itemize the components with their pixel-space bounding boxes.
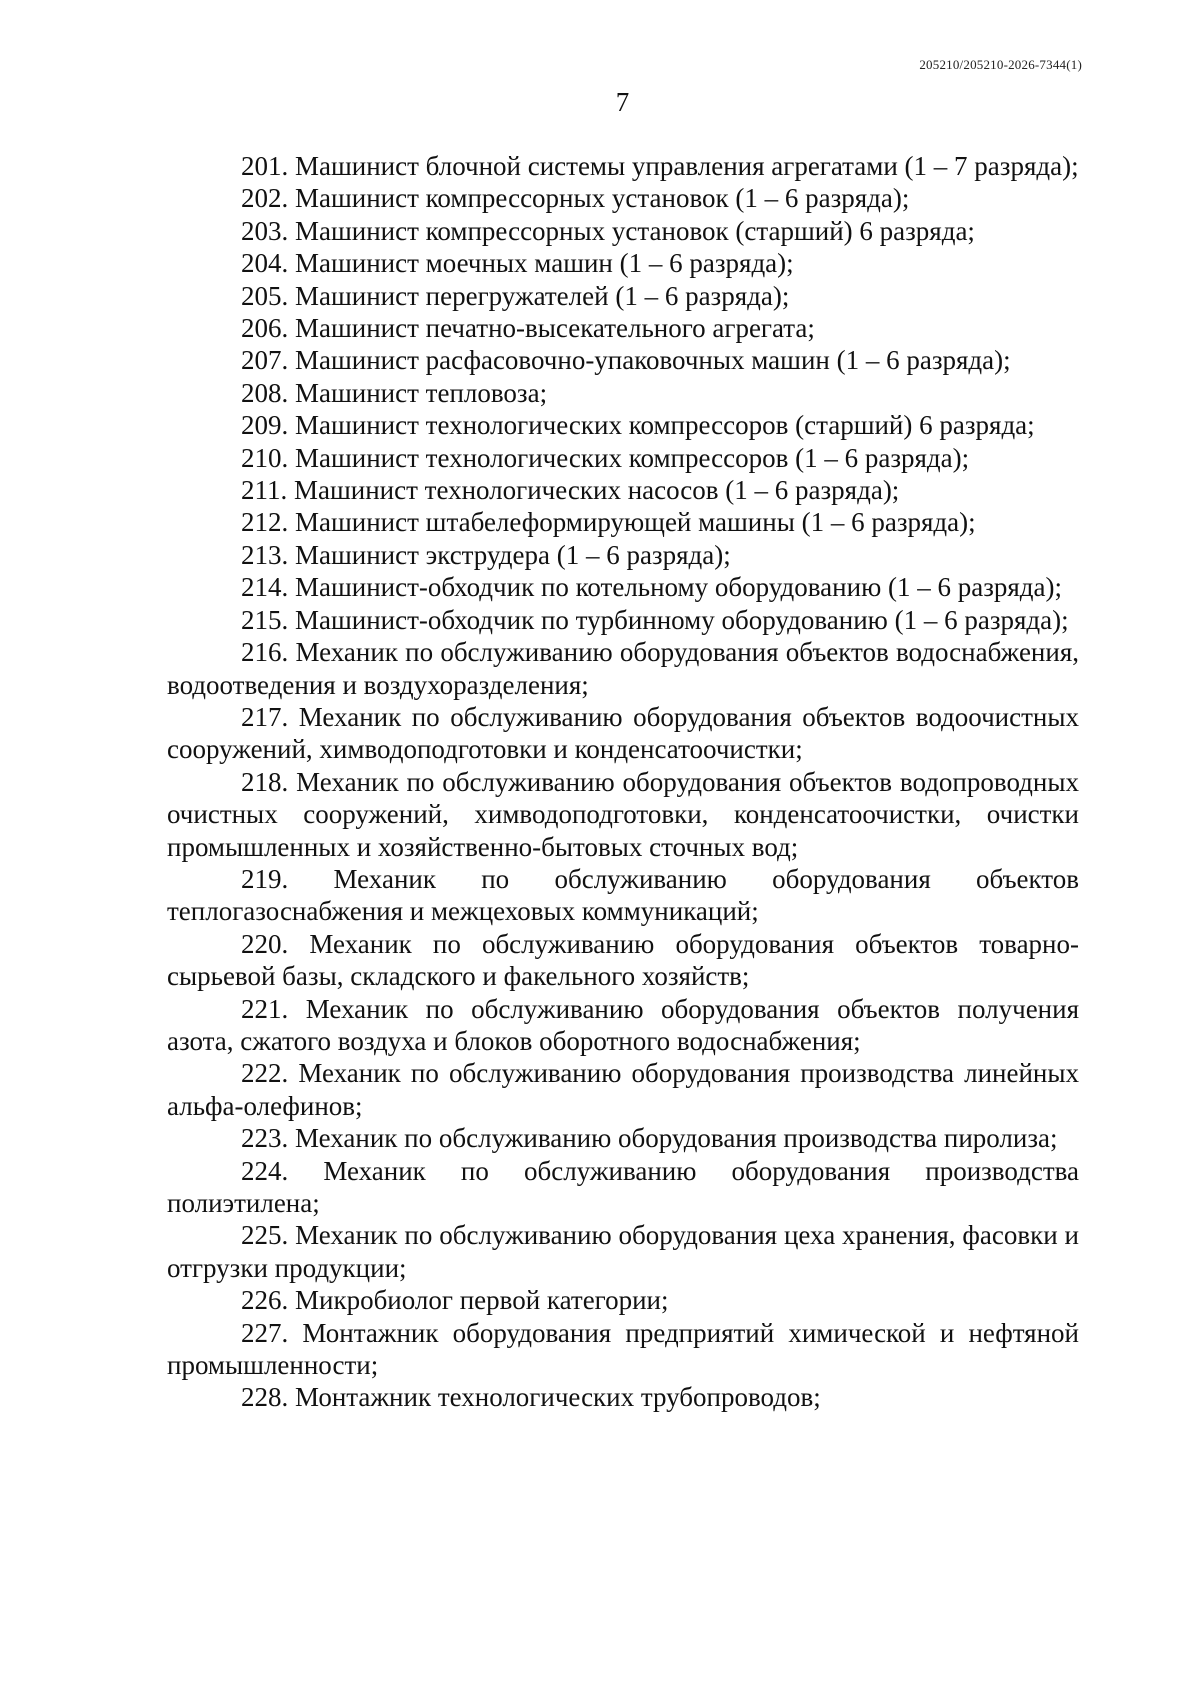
item-text: Машинист технологических компрессоров (1 – 6 разряда);: [295, 442, 970, 473]
item-number: 226.: [241, 1285, 289, 1316]
list-item: [167, 506, 1079, 538]
item-number: 219.: [241, 863, 289, 894]
item-number: 213.: [241, 539, 289, 570]
item-number: 217.: [241, 701, 289, 732]
item-number: 214.: [241, 572, 289, 603]
item-text: Механик по обслуживанию оборудования цеха хранения, фасовки и отгрузки продукции;: [167, 1220, 1079, 1283]
item-text: Машинист технологических компрессоров (старший) 6 разряда;: [295, 410, 1035, 441]
item-number: 209.: [241, 410, 289, 441]
item-number: 228.: [241, 1382, 289, 1413]
item-text: Машинист штабелеформирующей машины (1 – 6 разряда);: [295, 507, 976, 538]
list-item: [167, 409, 1079, 441]
item-number: 211.: [241, 475, 288, 506]
page-number: 7: [615, 87, 630, 117]
list-item: [167, 604, 1079, 636]
item-number: 201.: [241, 151, 289, 181]
document-id: 205210/205210-2026-7344(1): [919, 57, 1082, 72]
list-item: [167, 993, 1079, 1058]
list-item: [167, 377, 1079, 409]
item-text: Механик по обслуживанию оборудования объектов получения азота, сжатого воздуха и блоков оборотного водоснабжения;: [167, 993, 1079, 1056]
item-number: 208.: [241, 377, 289, 408]
item-text: Машинист блочной системы управления агрегатами (1 – 7 разряда);: [295, 151, 1079, 181]
item-number: 222.: [241, 1058, 289, 1089]
item-number: 212.: [241, 507, 289, 538]
list-item: [167, 863, 1079, 928]
item-text: Машинист моечных машин (1 – 6 разряда);: [295, 248, 794, 279]
item-text: Механик по обслуживанию оборудования производства пиролиза;: [295, 1123, 1058, 1154]
list-item: [167, 1219, 1079, 1284]
item-text: Машинист перегружателей (1 – 6 разряда);: [295, 280, 790, 311]
list-item: [167, 182, 1079, 214]
item-text: Механик по обслуживанию оборудования объектов водоснабжения, водоотведения и воздухоразделения;: [167, 637, 1079, 700]
list-item: [167, 280, 1079, 312]
item-text: Механик по обслуживанию оборудования объектов водоочистных сооружений, химводоподготовки и конденсатоочистки;: [167, 701, 1079, 765]
item-number: 221.: [241, 993, 289, 1024]
item-number: 224.: [241, 1155, 289, 1186]
item-number: 207.: [241, 345, 289, 376]
item-number: 204.: [241, 248, 289, 279]
item-text: Машинист тепловоза;: [295, 377, 548, 408]
item-number: 216.: [241, 637, 289, 668]
list-item: [167, 571, 1079, 603]
item-number: 210.: [241, 442, 289, 473]
item-text: Механик по обслуживанию оборудования объектов товарно-сырьевой базы, складского и факельного хозяйств;: [167, 928, 1079, 992]
list-item: [167, 1381, 1079, 1413]
item-text: Машинист печатно-высекательного агрегата;: [295, 313, 815, 344]
item-number: 225.: [241, 1220, 289, 1251]
item-number: 227.: [241, 1317, 289, 1348]
item-text: Механик по обслуживанию оборудования производства линейных альфа-олефинов;: [167, 1058, 1080, 1121]
item-number: 202.: [241, 183, 289, 214]
item-number: 203.: [241, 215, 289, 246]
item-text: Машинист-обходчик по котельному оборудованию (1 – 6 разряда);: [295, 572, 1063, 603]
item-text: Машинист экструдера (1 – 6 разряда);: [295, 539, 731, 570]
item-text: Механик по обслуживанию оборудования производства полиэтилена;: [167, 1155, 1079, 1218]
list-item: [167, 701, 1079, 766]
list-item: [167, 474, 1079, 506]
item-text: Машинист-обходчик по турбинному оборудованию (1 – 6 разряда);: [295, 604, 1069, 635]
item-number: 215.: [241, 604, 289, 635]
item-number: 218.: [241, 766, 289, 797]
item-number: 223.: [241, 1123, 289, 1154]
item-text: Монтажник технологических трубопроводов;: [295, 1382, 821, 1413]
list-item: [167, 1155, 1079, 1220]
item-text: Механик по обслуживанию оборудования объектов водопроводных очистных сооружений, химводоподготовки, конденсатоочистки, очистки промышленных и хозяйственно-бытовых сточных вод;: [167, 766, 1079, 862]
list-item: [167, 1317, 1079, 1382]
item-text: Машинист компрессорных установок (1 – 6 разряда);: [295, 183, 910, 214]
list-item: [167, 215, 1079, 247]
list-item: [167, 636, 1079, 701]
occupation-list: [167, 150, 1079, 1414]
list-item: [167, 539, 1079, 571]
item-text: Машинист технологических насосов (1 – 6 разряда);: [294, 475, 900, 506]
item-text: Машинист компрессорных установок (старший) 6 разряда;: [295, 215, 975, 246]
list-item: [167, 928, 1079, 993]
list-item: [167, 344, 1079, 376]
item-text: Микробиолог первой категории;: [295, 1285, 669, 1316]
list-item: [167, 247, 1079, 279]
item-number: 205.: [241, 280, 289, 311]
item-number: 206.: [241, 313, 289, 344]
list-item: [167, 766, 1079, 863]
list-item: [167, 312, 1079, 344]
list-item: [167, 442, 1079, 474]
item-text: Монтажник оборудования предприятий химической и нефтяной промышленности;: [167, 1317, 1079, 1381]
list-item: [167, 1057, 1079, 1122]
list-item: [167, 1284, 1079, 1316]
item-text: Механик по обслуживанию оборудования объектов теплогазоснабжения и межцеховых коммуникаций;: [167, 863, 1079, 927]
item-text: Машинист расфасовочно-упаковочных машин (1 – 6 разряда);: [295, 345, 1011, 376]
list-item: [167, 1122, 1079, 1154]
list-item: [167, 150, 1079, 182]
item-number: 220.: [241, 928, 289, 959]
